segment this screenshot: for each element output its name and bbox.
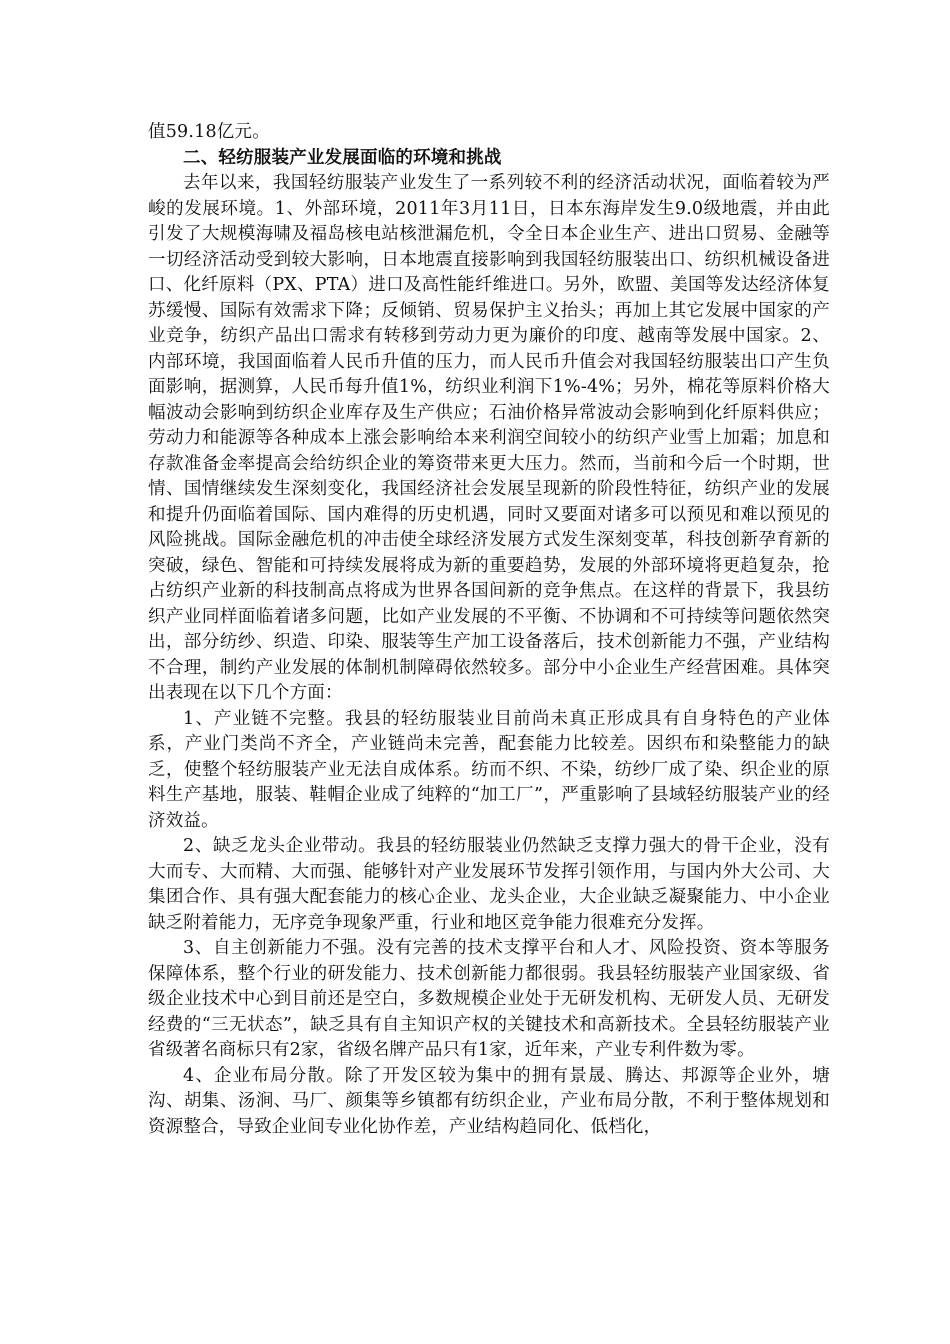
paragraph-environment: 去年以来，我国轻纺服装产业发生了一系列较不利的经济活动状况，面临着较为严峻的发展环境。1、外部环境，2011年3月11日，日本东海岸发生9.0级地震，并由此引发了大规模海啸及福岛核电站核泄漏危机，令全日本企业生产、进出口贸易、金融等一切经济活动受到较大影响，日本地震直接影响到我国轻纺服装出口、纺织机械设备进口、化纤原料（PX、PTA）进口及高性能纤维进口。另外，欧盟、美国等发达经济体复苏缓慢、国际有效需求下降；反倾销、贸易保护主义抬头；再加上其它发展中国家的产业竞争，纺织产品出口需求有转移到劳动力更为廉价的印度、越南等发展中国家。2、内部环境，我国面临着人民币升值的压力，而人民币升值会对我国轻纺服装出口产生负面影响，据测算，人民币每升值1%，纺织业利润下1%-4%；另外，棉花等原料价格大幅波动会影响到纺织企业库存及生产供应；石油价格异常波动会影响到化纤原料供应；劳动力和能源等各种成本上涨会影响给本来利润空间较小的纺织产业雪上加霜；加息和存款准备金率提高会给纺织企业的筹资带来更大压力。然而，当前和今后一个时期，世情、国情继续发生深刻变化，我国经济社会发展呈现新的阶段性特征，纺织产业的发展和提升仍面临着国际、国内难得的历史机遇，同时又要面对诸多可以预见和难以预见的风险挑战。国际金融危机的冲击使全球经济发展方式发生深刻变革，科技创新孕育新的突破，绿色、智能和可持续发展将成为新的重要趋势，发展的外部环境将更趋复杂，抢占纺织产业新的科技制高点将成为世界各国间新的竞争焦点。在这样的背景下，我县纺织产业同样面临着诸多问题，比如产业发展的不平衡、不协调和不可持续等问题依然突出，部分纺纱、织造、印染、服装等生产加工设备落后，技术创新能力不强，产业结构不合理，制约产业发展的体制机制障碍依然较多。部分中小企业生产经营困难。具体突出表现在以下几个方面： <box>148 173 830 703</box>
paragraph-leading-enterprises: 2、缺乏龙头企业带动。我县的轻纺服装业仍然缺乏支撑力强大的骨干企业，没有大而专、大而精、大而强、能够针对产业发展环节发挥引领作用，与国内外大公司、大集团合作、具有强大配套能力的核心企业、龙头企业，大企业缺乏凝聚能力、中小企业缺乏附着能力，无序竞争现象严重，行业和地区竞争能力很难充分发挥。 <box>148 836 830 933</box>
section-heading: 二、轻纺服装产业发展面临的环境和挑战 <box>183 147 502 168</box>
paragraph-industry-chain: 1、产业链不完整。我县的轻纺服装业目前尚未真正形成具有自身特色的产业体系，产业门类尚不齐全，产业链尚未完善，配套能力比较差。因织布和染整能力的缺乏，使整个轻纺服装产业无法自成体系。纺而不织、不染，纺纱厂成了染、织企业的原料生产基地，服装、鞋帽企业成了纯粹的“加工厂”，严重影响了县域轻纺服装产业的经济效益。 <box>148 708 830 831</box>
document-body <box>148 120 830 1140</box>
paragraph-innovation: 3、自主创新能力不强。没有完善的技术支撑平台和人才、风险投资、资本等服务保障体系，整个行业的研发能力、技术创新能力都很弱。我县轻纺服装产业国家级、省级企业技术中心到目前还是空白，多数规模企业处于无研发机构、无研发人员、无研发经费的“三无状态”，缺乏具有自主知识产权的关键技术和高新技术。全县轻纺服装产业省级著名商标只有2家，省级名牌产品只有1家，近年来，产业专利件数为零。 <box>148 938 830 1060</box>
paragraph-layout: 4、企业布局分散。除了开发区较为集中的拥有景晟、腾达、邦源等企业外，塘沟、胡集、汤涧、马厂、颜集等乡镇都有纺织企业，产业布局分散，不利于整体规划和资源整合，导致企业间专业化协作差，产业结构趋同化、低档化， <box>148 1065 830 1137</box>
lead-fragment: 值59.18亿元。 <box>148 122 270 142</box>
